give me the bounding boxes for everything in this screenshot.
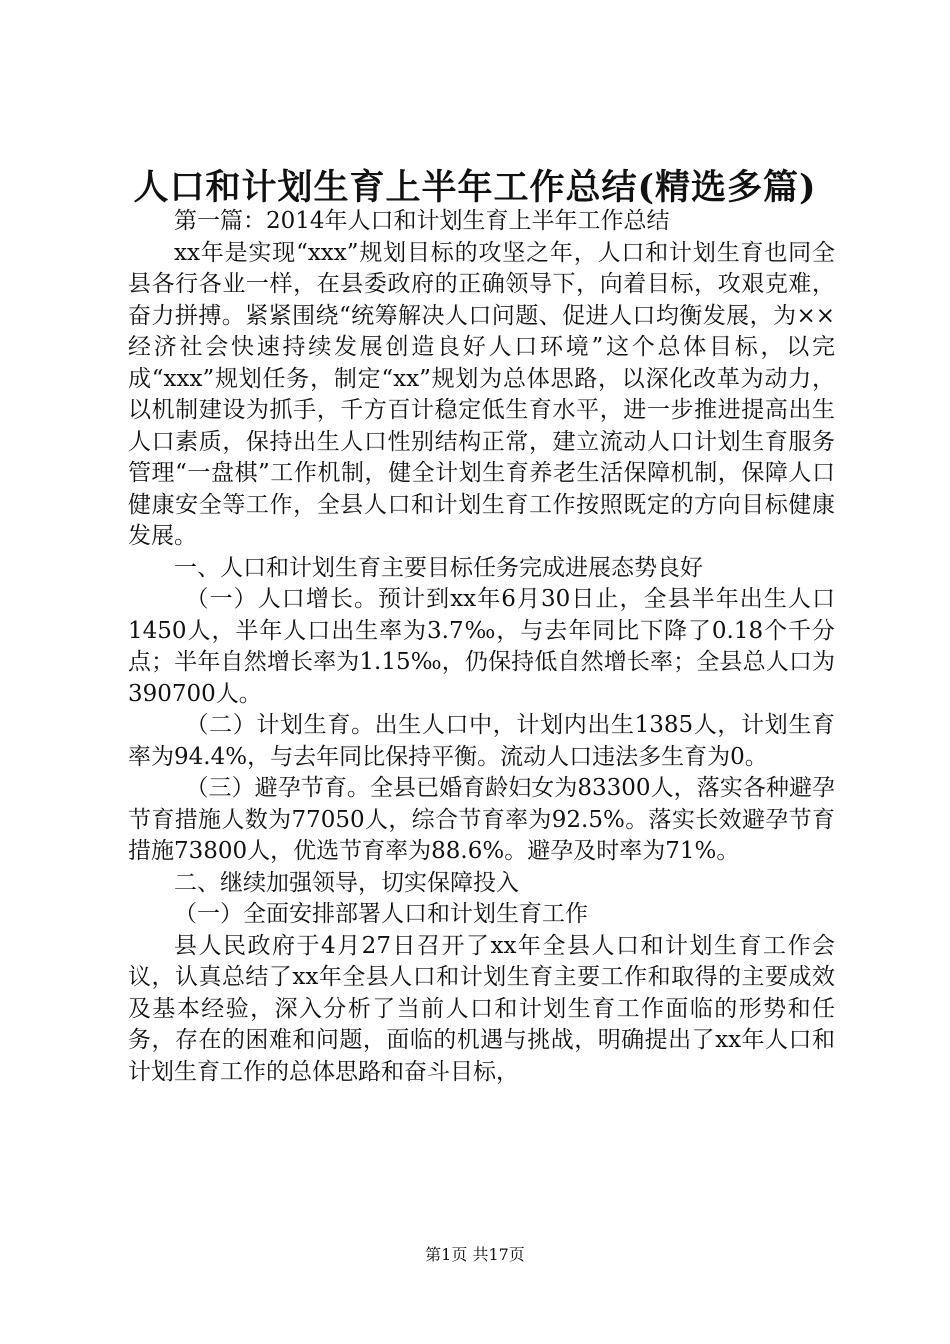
document-title: 人口和计划生育上半年工作总结(精选多篇) bbox=[133, 167, 817, 208]
page-number-footer: 第1页 共17页 bbox=[425, 1245, 525, 1264]
paragraph-heading-1: 一、人口和计划生育主要目标任务完成进展态势良好 bbox=[174, 554, 703, 581]
paragraph-county-meeting: 县人民政府于4月27日召开了xx年全县人口和计划生育工作会议，认真总结了xx年全县人口和计划生育主要工作和取得的主要成效及基本经验，深入分析了当前人口和计划生育工作面临的形势和任务，存在的困难和问题，面临的机遇与挑战，明确提出了xx年人口和计划生育工作的总体思路和奋斗目标， bbox=[128, 932, 835, 1085]
paragraph-heading-2: 二、继续加强领导，切实保障投入 bbox=[174, 869, 519, 896]
paragraph-subheading-2-1: （一）全面安排部署人口和计划生育工作 bbox=[174, 901, 588, 927]
paragraph-intro: xx年是实现“xxx”规划目标的攻坚之年，人口和计划生育也同全县各行各业一样，在县委政府的正确领导下，向着目标，攻艰克难，奋力拼搏。紧紧围绕“统筹解决人口问题、促进人口均衡发展，为××经济社会快速持续发展创造良好人口环境”这个总体目标，以完成“xxx”规划任务，制定“xx”规划为总体思路，以深化改革为动力，以机制建设为抓手，千方百计稳定低生育水平，进一步推进提高出生人口素质，保持出生人口性别结构正常，建立流动人口计划生育服务管理“一盘棋”工作机制，健全计划生育养老生活保障机制，保障人口健康安全等工作，全县人口和计划生育工作按照既定的方向目标健康发展。 bbox=[128, 239, 835, 549]
paragraph-population-growth: （一）人口增长。预计到xx年6月30日止，全县半年出生人口1450人，半年人口出生率为3.7‰，与去年同比下降了0.18个千分点；半年自然增长率为1.15‰，仍保持低自然增长率；全县总人口为390700人。 bbox=[128, 586, 835, 707]
paragraph-section-heading: 第一篇：2014年人口和计划生育上半年工作总结 bbox=[174, 208, 670, 234]
paragraph-contraception: （三）避孕节育。全县已婚育龄妇女为83300人，落实各种避孕节育措施人数为77050人，综合节育率为92.5%。落实长效避孕节育措施73800人，优选节育率为88.6%。避孕及时率为71%。 bbox=[128, 775, 835, 864]
document-body bbox=[128, 206, 835, 1088]
paragraph-family-planning: （二）计划生育。出生人口中，计划内出生1385人，计划生育率为94.4%，与去年同比保持平衡。流动人口违法多生育为0。 bbox=[128, 712, 835, 770]
